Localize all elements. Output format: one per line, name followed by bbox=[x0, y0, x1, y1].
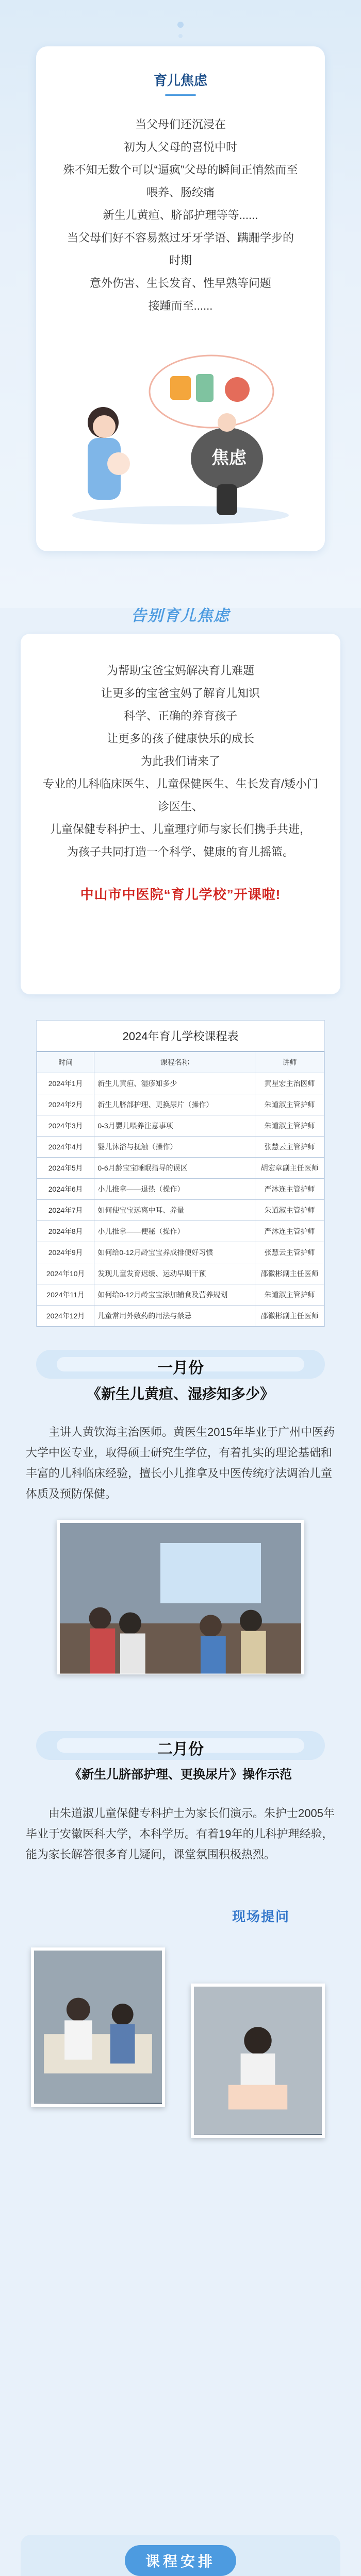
cell-teacher: 张慧云主管护师 bbox=[255, 1242, 324, 1263]
feb-heading bbox=[0, 1736, 361, 1782]
hero-line: 新生儿黄疸、脐部护理等等...... bbox=[103, 209, 258, 222]
cell-teacher: 严沐连主管护师 bbox=[255, 1179, 324, 1200]
cell-teacher: 张慧云主管护师 bbox=[255, 1137, 324, 1158]
cell-teacher: 严沐连主管护师 bbox=[255, 1221, 324, 1242]
arrangement-heading: 课程安排 bbox=[125, 2545, 236, 2576]
feb-description: 由朱道淑儿童保健专科护士为家长们演示。朱护士2005年毕业于安徽医科大学，本科学历。有着19年的儿科护理经验，能为家长解答很多育儿疑问，课堂氛围积极热烈。 bbox=[26, 1807, 335, 1861]
cell-course: 小儿推拿——便秘（操作） bbox=[94, 1221, 255, 1242]
demo-scene-icon bbox=[34, 1951, 162, 2103]
section-label: 告别育儿焦虑 bbox=[131, 607, 230, 624]
feb-topic: 《新生儿脐部护理、更换尿片》操作示范 bbox=[69, 1768, 292, 1782]
cell-time: 2024年11月 bbox=[37, 1284, 94, 1306]
table-row bbox=[37, 1306, 324, 1327]
table-row bbox=[37, 1073, 324, 1094]
cell-teacher: 朱道淑主管护师 bbox=[255, 1115, 324, 1137]
table-row bbox=[37, 1263, 324, 1284]
table-row bbox=[37, 1200, 324, 1221]
intro-line: 为帮助宝爸宝妈解决育儿难题 bbox=[106, 664, 254, 677]
cell-course: 如何给0-12月龄宝宝添加辅食及营养规划 bbox=[94, 1284, 255, 1306]
cell-time: 2024年1月 bbox=[37, 1073, 94, 1094]
anxious-parent-illustration bbox=[57, 345, 304, 531]
hero-line: 意外伤害、生长发育、性早熟等问题 bbox=[89, 277, 271, 290]
course-arrangement bbox=[21, 2535, 340, 2576]
cell-teacher: 胡宏章副主任医师 bbox=[255, 1158, 324, 1179]
cell-course: 如何给0-12月龄宝宝养成排便好习惯 bbox=[94, 1242, 255, 1263]
intro-line: 儿童保健专科护士、儿童理疗师与家长们携手共进， bbox=[50, 823, 311, 836]
opening-announcement: 中山市中医院“育儿学校”开课啦! bbox=[80, 887, 281, 902]
cell-teacher: 朱道淑主管护师 bbox=[255, 1284, 324, 1306]
intro-line: 科学、正确的养育孩子 bbox=[123, 709, 237, 722]
anxiety-label: 焦虑 bbox=[211, 448, 247, 468]
header-teacher: 讲师 bbox=[255, 1052, 324, 1073]
header-time: 时间 bbox=[37, 1052, 94, 1073]
cell-teacher: 黄星宏主治医师 bbox=[255, 1073, 324, 1094]
intro-line: 专业的儿科临床医生、儿童保健医生、生长发育/矮小门诊医生、 bbox=[42, 777, 319, 813]
cell-time: 2024年4月 bbox=[37, 1137, 94, 1158]
hero-card bbox=[36, 46, 325, 551]
hero-line: 当父母们好不容易熬过牙牙学语、蹒跚学步的时期 bbox=[67, 231, 294, 267]
cell-time: 2024年12月 bbox=[37, 1306, 94, 1327]
cell-course: 婴儿沐浴与抚触（操作） bbox=[94, 1137, 255, 1158]
cell-time: 2024年8月 bbox=[37, 1221, 94, 1242]
cell-course: 0-6月龄宝宝睡眠指导的误区 bbox=[94, 1158, 255, 1179]
hero-line: 当父母们还沉浸在 bbox=[135, 118, 226, 131]
cell-course: 新生儿脐部护理、更换尿片（操作） bbox=[94, 1094, 255, 1115]
hero-title: 育儿焦虑 bbox=[36, 70, 325, 96]
cell-time: 2024年7月 bbox=[37, 1200, 94, 1221]
cell-teacher: 朱道淑主管护师 bbox=[255, 1094, 324, 1115]
demo-scene-icon bbox=[194, 1987, 322, 2134]
table-row bbox=[37, 1094, 324, 1115]
feb-demo-photo-2 bbox=[191, 1984, 325, 2138]
jan-topic: 《新生儿黄疸、湿疹知多少》 bbox=[86, 1386, 274, 1402]
intro-line: 让更多的孩子健康快乐的成长 bbox=[106, 732, 254, 745]
cell-teacher: 邵徽彬副主任医师 bbox=[255, 1306, 324, 1327]
hero-line: 殊不知无数个可以“逼疯”父母的瞬间正悄然而至 bbox=[63, 163, 298, 176]
table-header-row bbox=[37, 1052, 324, 1073]
table-row bbox=[37, 1179, 324, 1200]
hero-line: 初为人父母的喜悦中时 bbox=[123, 141, 237, 154]
course-table bbox=[37, 1052, 324, 1327]
intro-line: 为此我们请来了 bbox=[140, 755, 220, 768]
hero-section bbox=[0, 0, 361, 608]
feb-demo-photo-1 bbox=[31, 1947, 165, 2107]
schedule-table bbox=[36, 1020, 325, 1327]
table-row bbox=[37, 1115, 324, 1137]
qa-tag: 现场提问 bbox=[232, 1909, 290, 1924]
jan-class-photo bbox=[57, 1520, 304, 1674]
table-row bbox=[37, 1137, 324, 1158]
jan-month: 一月份 bbox=[157, 1360, 204, 1377]
cell-time: 2024年9月 bbox=[37, 1242, 94, 1263]
cell-time: 2024年6月 bbox=[37, 1179, 94, 1200]
cell-course: 儿童常用外敷药的用法与禁忌 bbox=[94, 1306, 255, 1327]
intro-line: 为孩子共同打造一个科学、健康的育儿摇篮。 bbox=[67, 845, 294, 858]
table-row bbox=[37, 1242, 324, 1263]
hero-line: 喂养、肠绞痛 bbox=[146, 186, 215, 199]
classroom-scene-icon bbox=[60, 1523, 301, 1674]
header-course: 课程名称 bbox=[94, 1052, 255, 1073]
table-row bbox=[37, 1221, 324, 1242]
decor-dots-icon bbox=[170, 21, 191, 46]
schedule-title: 2024年育儿学校课程表 bbox=[37, 1021, 324, 1052]
cell-time: 2024年10月 bbox=[37, 1263, 94, 1284]
intro-line: 让更多的宝爸宝妈了解育儿知识 bbox=[101, 687, 260, 700]
cell-course: 0-3月婴儿喂养注意事项 bbox=[94, 1115, 255, 1137]
feb-month: 二月份 bbox=[157, 1741, 204, 1758]
cell-course: 如何使宝宝远离中耳、养量 bbox=[94, 1200, 255, 1221]
table-row bbox=[37, 1158, 324, 1179]
table-row bbox=[37, 1284, 324, 1306]
cell-course: 新生儿黄疸、湿疹知多少 bbox=[94, 1073, 255, 1094]
cell-time: 2024年3月 bbox=[37, 1115, 94, 1137]
cell-teacher: 朱道淑主管护师 bbox=[255, 1200, 324, 1221]
cell-time: 2024年5月 bbox=[37, 1158, 94, 1179]
jan-heading bbox=[0, 1355, 361, 1403]
cell-teacher: 邵徽彬副主任医师 bbox=[255, 1263, 324, 1284]
hero-line: 接踵而至...... bbox=[148, 299, 213, 312]
cell-course: 小儿推拿——退热（操作） bbox=[94, 1179, 255, 1200]
cell-time: 2024年2月 bbox=[37, 1094, 94, 1115]
cell-course: 发现儿童发育迟缓、运动早期干预 bbox=[94, 1263, 255, 1284]
intro-card bbox=[21, 634, 340, 994]
hero-text bbox=[62, 113, 299, 317]
intro-text bbox=[21, 634, 340, 863]
jan-description: 主讲人黄钦海主治医师。黄医生2015年毕业于广州中医药大学中医专业，取得硕士研究生学位，有着扎实的理论基础和丰富的儿科临床经验，擅长小儿推拿及中医传统疗法调治儿童体质及预防保健。 bbox=[26, 1426, 335, 1500]
table-body bbox=[37, 1073, 324, 1327]
